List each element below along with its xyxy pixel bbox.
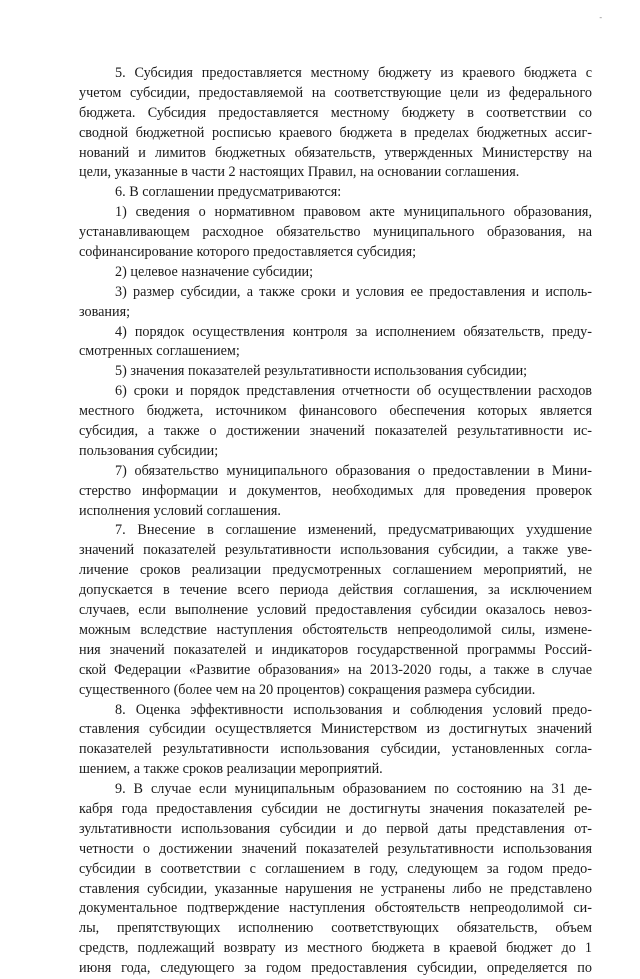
text-line: 3) размер субсидии, а также сроки и условия ее предоставления и исполь- (115, 283, 592, 300)
text-line: 1) сведения о нормативном правовом акте муниципального образования, (115, 204, 592, 221)
text-line: допускается в течение всего периода действия соглашения, за исключением (79, 582, 592, 599)
text-line: 8. Оценка эффективности использования и соблюдения условий предо- (115, 701, 592, 718)
text-line: пользования субсидии; (79, 442, 219, 459)
text-line: можным вследствие наступления обстоятельств непреодолимой силы, измене- (79, 621, 592, 638)
text-line: показателей результативности использования субсидии, установленных согла- (79, 741, 592, 758)
text-line: четности о достижении значений показателей результативности использования (79, 840, 592, 857)
text-line: сводной бюджетной росписью краевого бюджета в пределах бюджетных ассиг- (79, 124, 592, 141)
text-line: субсидии в соответствии с соглашением в году, следующем за годом предо- (79, 860, 592, 877)
text-line: ставления субсидии, указанные нарушения не устранены либо не представлено (79, 880, 592, 897)
text-line: исполнения условий соглашения. (79, 502, 281, 519)
text-line: 5) значения показателей результативности использования субсидии; (115, 363, 528, 380)
text-line: ния значений показателей и индикаторов государственной программы Россий- (79, 641, 592, 658)
corner-mark: - (599, 13, 602, 22)
text-line: 5. Субсидия предоставляется местному бюджету из краевого бюджета с (115, 65, 592, 81)
text-line: 6) сроки и порядок представления отчетности об осуществлении расходов (115, 383, 592, 400)
text-line: зования; (79, 303, 131, 320)
text-line: личение сроков реализации предусмотренных соглашением мероприятий, не (79, 562, 592, 579)
text-line: стерство информации и документов, необходимых для проведения проверок (79, 482, 592, 499)
text-line: июня года, следующего за годом предоставления субсидии, определяется по (79, 960, 592, 977)
text-line: устанавливающем расходное обязательство муниципального образования, на (79, 224, 592, 241)
text-line: 4) порядок осуществления контроля за исполнением обязательств, преду- (115, 323, 592, 340)
text-line: смотренных соглашением; (79, 343, 240, 360)
text-line: местного бюджета, источником финансового обеспечения которых является (79, 403, 592, 420)
text-line: средств, подлежащий возврату из местного бюджета в краевой бюджет до 1 (79, 940, 592, 957)
text-line: нований и лимитов бюджетных обязательств, утвержденных Министерству на (79, 144, 592, 161)
text-line: софинансирование которого предоставляется субсидия; (79, 244, 417, 261)
text-line: ставления субсидии осуществляется Министерством из достигнутых значений (79, 721, 592, 738)
text-line: документальное подтверждение наступления обстоятельств непреодолимой си- (79, 900, 592, 917)
text-line: учетом субсидии, предоставляемой на соответствующие цели из федерального (79, 84, 592, 101)
text-line: 6. В соглашении предусматриваются: (115, 184, 342, 201)
text-line: существенного (более чем на 20 процентов) сокращения размера субсидии. (79, 681, 536, 698)
document-body (79, 64, 592, 979)
text-line: 7) обязательство муниципального образования о предоставлении в Мини- (115, 462, 592, 479)
text-line: бюджета. Субсидия предоставляется местному бюджету в соответствии со (79, 104, 592, 121)
text-line: шением, а также сроков реализации мероприятий. (79, 761, 383, 778)
text-line: субсидия, а также о достижении значений показателей результативности ис- (79, 423, 592, 440)
text-line: 2) целевое назначение субсидии; (115, 263, 314, 280)
text-line: зультативности использования субсидии и до первой даты представления от- (79, 820, 592, 837)
text-line: случаев, если выполнение условий предоставления субсидии оказалось невоз- (79, 602, 592, 619)
text-line: кабря года предоставления субсидии не достигнуты значения показателей ре- (79, 800, 592, 817)
text-line: значений показателей результативности использования субсидии, а также уве- (79, 542, 592, 559)
text-line: лы, препятствующих исполнению соответствующих обязательств, объем (79, 920, 592, 937)
text-line: ской Федерации «Развитие образования» на 2013-2020 годы, а также в случае (79, 661, 592, 678)
text-line: 9. В случае если муниципальным образованием по состоянию на 31 де- (115, 781, 592, 798)
text-line: 7. Внесение в соглашение изменений, предусматривающих ухудшение (115, 522, 592, 539)
text-line: цели, указанные в части 2 настоящих Правил, на основании соглашения. (79, 164, 520, 181)
